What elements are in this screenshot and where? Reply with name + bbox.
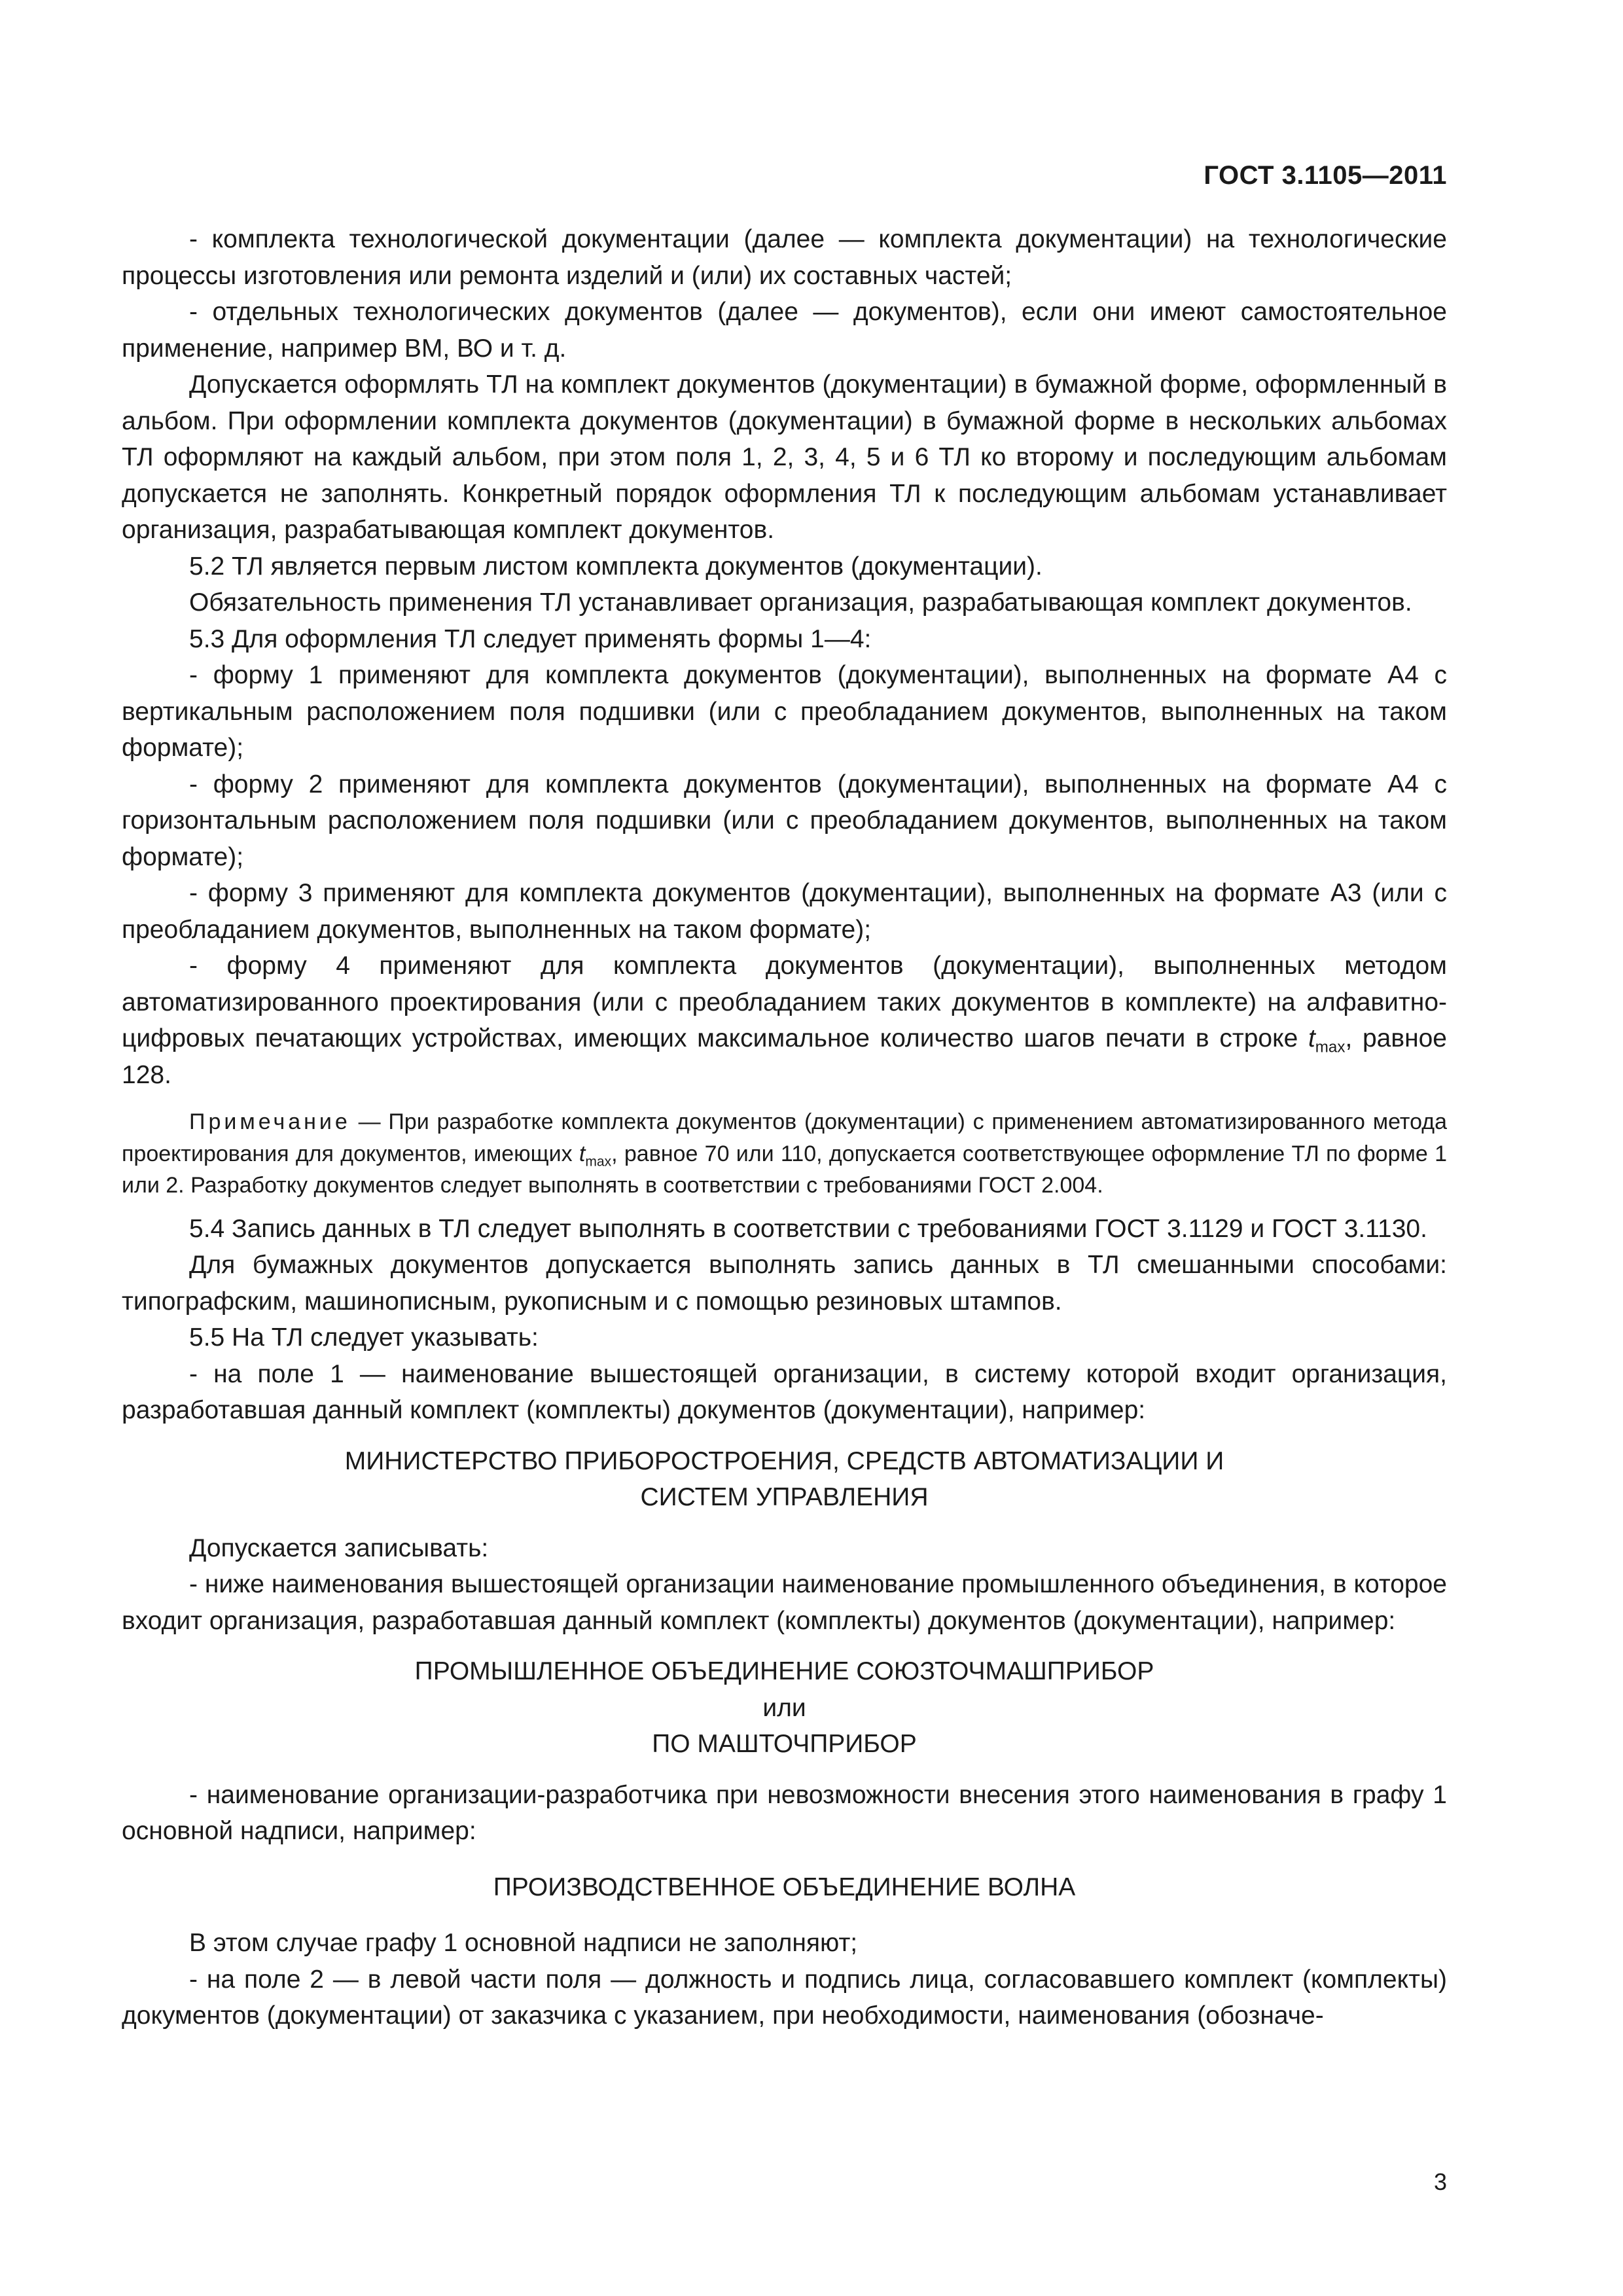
section-5-4: 5.4 Запись данных в ТЛ следует выполнять в соответствии с требованиями ГОСТ 3.1129 и ГОСТ 3.1130. [189,1214,1427,1243]
page-number: 3 [1433,2168,1447,2195]
text-run: , равное 70 или 110, допускается соответствующее оформление ТЛ по форме 1 или 2. Разработку документов следует выполнять в соответствии с требованиями ГОСТ 2.004. [122,1141,1447,1198]
paragraph: - наименование организации-разработчика при невозможности внесения этого наименования в графу 1 основной надписи, например: [122,1780,1447,1845]
t-max-symbol: t [1308,1024,1315,1052]
t-max-symbol: t [579,1141,586,1166]
section-5-2: 5.2 ТЛ является первым листом комплекта документов (документации). [189,552,1043,581]
note-label: Примечание [189,1109,351,1134]
list-item-form-1: - форму 1 применяют для комплекта документов (документации), выполненных на формате А4 с вертикальным расположением поля подшивки (или с преобладанием документов, выполненных на таком формате); [122,661,1447,762]
max-subscript: max [585,1153,612,1169]
document-body [122,221,1447,2034]
paragraph: - на поле 2 — в левой части поля — должность и подпись лица, согласовавшего комплект (комплекты) документов (документации) от заказчика с указанием, при необходимости, наименования (обозначе- [122,1965,1447,2030]
max-subscript: max [1315,1038,1346,1056]
text-run: - форму 4 применяют для комплекта документов (документации), выполненных методом автоматизированного проектирования (или с преобладанием таких документов в комплекте) на алфавитно-цифровых печатающих устройствах, имеющих максимальное количество шагов печати в строке [122,952,1447,1052]
paragraph: В этом случае графу 1 основной надписи не заполняют; [189,1929,858,1957]
list-item-form-2: - форму 2 применяют для комплекта документов (документации), выполненных на формате А4 с горизонтальным расположением поля подшивки (или с преобладанием документов, выполненных на таком формате); [122,770,1447,871]
paragraph: - отдельных технологических документов (далее — документов), если они имеют самостоятельное применение, например ВМ, ВО и т. д. [122,298,1447,363]
document-number-header: ГОСТ 3.1105—2011 [1204,161,1447,190]
example-organization: ПРОМЫШЛЕННОЕ ОБЪЕДИНЕНИЕ СОЮЗТОЧМАШПРИБОР [414,1657,1154,1685]
text-run: , равное 128. [122,1024,1448,1089]
paragraph: - на поле 1 — наименование вышестоящей организации, в систему которой входит организация, разработавшая данный комплект (комплекты) документов (документации), например: [122,1359,1447,1424]
list-item-form-4 [122,948,1447,1093]
example-organization-line-2: СИСТЕМ УПРАВЛЕНИЯ [640,1483,929,1511]
paragraph: Допускается оформлять ТЛ на комплект документов (документации) в бумажной форме, оформленный в альбом. При оформлении комплекта документов (документации) в бумажной форме в нескольких альбомах ТЛ оформляют на каждый альбом, при этом поля 1, 2, 3, 4, 5 и 6 ТЛ ко второму и последующим альбомам допускается не заполнять. Конкретный порядок оформления ТЛ к последующим альбомам устанавливает организация, разрабатывающая комплект документов. [122,370,1447,544]
paragraph: Для бумажных документов допускается выполнять запись данных в ТЛ смешанными способами: типографским, машинописным, рукописным и с помощью резиновых штампов. [122,1251,1447,1316]
note [122,1106,1447,1202]
text-run: — При разработке комплекта документов (документации) с применением автоматизированного метода проектирования для документов, имеющих [122,1109,1447,1166]
section-5-3: 5.3 Для оформления ТЛ следует применять формы 1—4: [189,624,872,653]
example-organization: ПРОИЗВОДСТВЕННОЕ ОБЪЕДИНЕНИЕ ВОЛНА [493,1873,1076,1901]
example-or: или [762,1693,806,1722]
paragraph: - комплекта технологической документации (далее — комплекта документации) на технологические процессы изготовления или ремонта изделий и (или) их составных частей; [122,225,1447,290]
paragraph: Обязательность применения ТЛ устанавливает организация, разрабатывающая комплект документов. [189,588,1412,617]
example-organization-line-1: МИНИСТЕРСТВО ПРИБОРОСТРОЕНИЯ, СРЕДСТВ АВТОМАТИЗАЦИИ И [344,1446,1224,1475]
paragraph: Допускается записывать: [189,1534,489,1562]
example-organization: ПО МАШТОЧПРИБОР [652,1730,917,1758]
paragraph: - ниже наименования вышестоящей организации наименование промышленного объединения, в которое входит организация, разработавшая данный комплект (комплекты) документов (документации), например: [122,1570,1447,1635]
section-5-5: 5.5 На ТЛ следует указывать: [189,1323,539,1352]
list-item-form-3: - форму 3 применяют для комплекта документов (документации), выполненных на формате А3 (или с преобладанием документов, выполненных на таком формате); [122,879,1447,944]
